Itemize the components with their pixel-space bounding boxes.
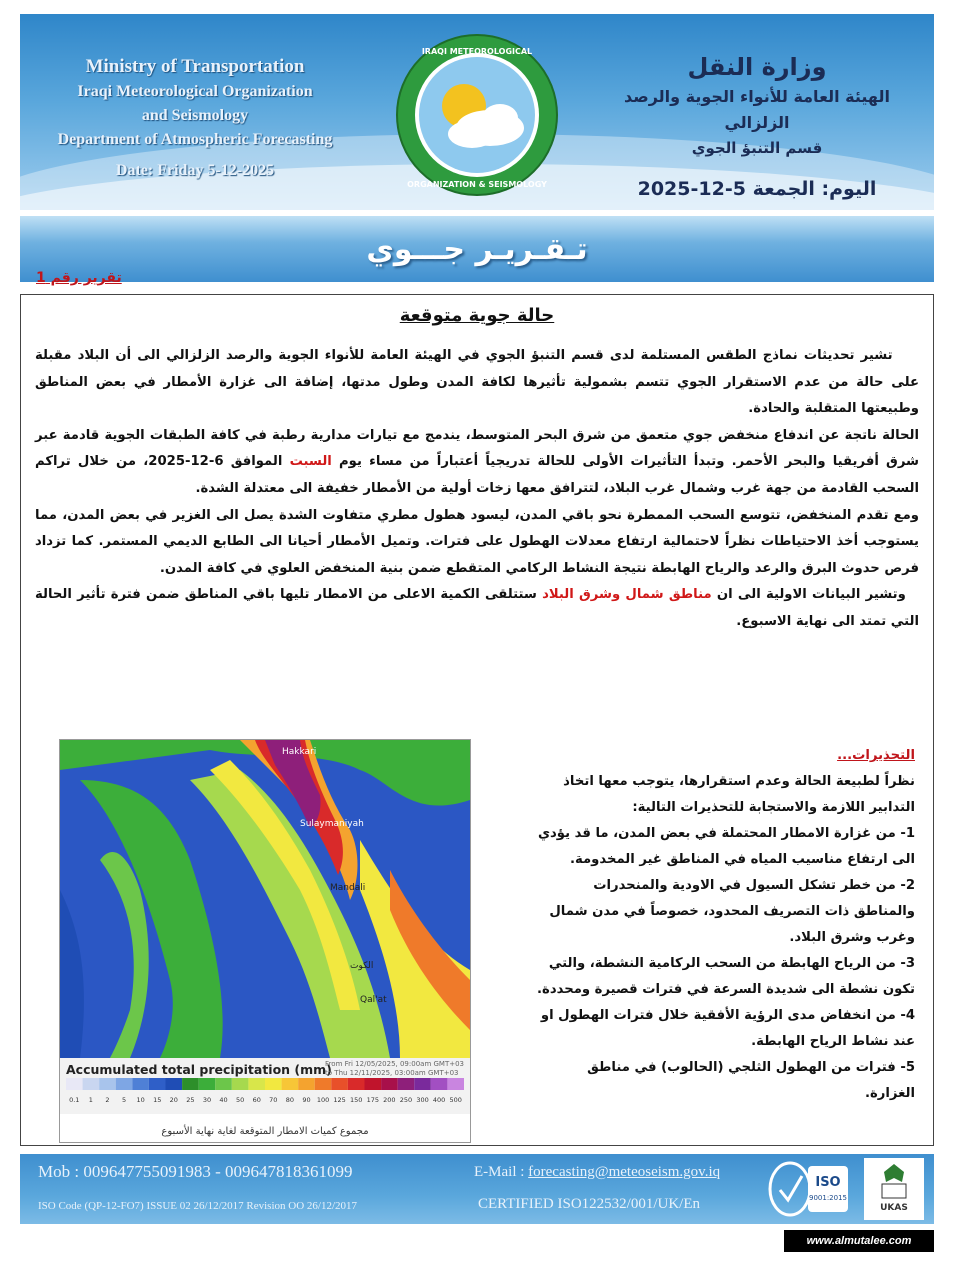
legend-title: Accumulated total precipitation (mm) — [66, 1062, 332, 1077]
arabic-ministry: وزارة النقل — [687, 53, 827, 81]
paragraph-3 — [35, 503, 919, 583]
report-body — [35, 343, 919, 636]
legend-run-period — [325, 1060, 464, 1078]
scale-label: 90 — [302, 1096, 311, 1104]
precipitation-map — [59, 739, 471, 1143]
iso-badge-subtext: 9001:2015 — [809, 1194, 847, 1202]
section-title: حالة جوية متوقعة — [399, 305, 555, 326]
report-content-frame — [20, 294, 934, 1146]
warnings-title: التحذيرات... — [837, 748, 915, 763]
scale-label: 30 — [202, 1096, 212, 1104]
scale-label: 5 — [121, 1096, 127, 1104]
scale-swatch — [331, 1078, 348, 1090]
paragraph-3-text: ومع تقدم المنخفض، تتوسع السحب الممطرة نحو باقي المدن، ليسود هطول مطري متفاوت الشدة يصل الى الغزير في بعض المدن، مما يستوجب أخذ الاحتياطات نظراً لاحتمالية ارتفاع معدلات الهطول على فترات. وتميل الأمطار أحيانا الى الطابع الديمي المستمر. كما تزداد فرص حدوث البرق والرعد والرياح الهابطة نتيجة النشاط الركامي المتقطع ضمن بنية المنخفض العلوي في كافة المدن. — [35, 507, 919, 576]
scale-swatch — [215, 1078, 232, 1090]
paragraph-4-text-a: وتشير البيانات الاولية الى ان — [711, 587, 906, 603]
iso-badge-icon — [768, 1160, 850, 1218]
scale-label: 25 — [186, 1096, 195, 1104]
legend-color-scale — [60, 1078, 470, 1118]
arabic-org: الهيئة العامة للأنواء الجوية والرصد الزلزالي — [624, 87, 890, 132]
scale-label: 60 — [252, 1096, 261, 1104]
scale-swatch — [365, 1078, 382, 1090]
scale-swatch — [149, 1078, 166, 1090]
warning-item-2: 2- من خطر تشكل السيول في الاودية والمنحدرات والمناطق ذات التصريف المحدود، خصوصاً في مدن شمال وغرب وشرق البلاد. — [549, 878, 915, 945]
scale-swatch — [282, 1078, 299, 1090]
scale-swatch — [298, 1078, 315, 1090]
report-title: تـقـريـر جـــوي — [366, 231, 588, 267]
scale-label: 125 — [333, 1096, 346, 1104]
scale-swatch — [414, 1078, 431, 1090]
scale-label: 150 — [349, 1096, 363, 1104]
scale-swatch — [83, 1078, 100, 1090]
svg-text:IRAQI METEOROLOGICAL: IRAQI METEOROLOGICAL — [421, 47, 533, 56]
english-org-line1: Iraqi Meteorological Organization — [77, 83, 313, 100]
scale-label: 500 — [449, 1096, 462, 1104]
map-label-mandali: Mandali — [330, 883, 366, 893]
scale-swatch — [447, 1078, 464, 1090]
scale-label: 250 — [399, 1096, 413, 1104]
legend-run-to: to Thu 12/11/2025, 03:00am GMT+03 — [325, 1069, 459, 1077]
precipitation-map-image — [60, 740, 470, 1058]
scale-swatch — [381, 1078, 398, 1090]
report-title-bar — [20, 216, 934, 282]
scale-label: 50 — [235, 1096, 245, 1104]
footer-certified: CERTIFIED ISO122532/001/UK/En — [478, 1196, 701, 1212]
scale-label: 100 — [316, 1096, 330, 1104]
iso-badge-text: ISO — [815, 1175, 841, 1190]
legend-run-from: From Fri 12/05/2025, 09:00am GMT+03 — [325, 1060, 464, 1068]
paragraph-1-text: تشير تحديثات نماذج الطقس المستلمة لدى قسم التنبؤ الجوي في الهيئة العامة للأنواء الجوية والرصد الزلزالي الى أن البلاد مقبلة على حالة من عدم الاستقرار الجوي تتسم بشمولية تأثيرها لكافة المدن وطول مدتها، إضافة الى غزارة الأمطار في بعض المناطق وطبيعتها المتقلبة والحادة. — [35, 348, 919, 417]
scale-label: 175 — [366, 1096, 380, 1104]
scale-label: 70 — [269, 1096, 278, 1104]
scale-swatch — [166, 1078, 183, 1090]
footer-bar — [20, 1154, 934, 1224]
scale-swatch — [232, 1078, 249, 1090]
header-arabic-block — [592, 50, 922, 200]
header-banner — [20, 14, 934, 210]
scale-label: 200 — [383, 1096, 396, 1104]
scale-swatch — [265, 1078, 282, 1090]
arabic-date: اليوم: الجمعة 5-12-2025 — [637, 178, 877, 200]
map-label-sulaymaniyah: Sulaymaniyah — [300, 819, 364, 829]
paragraph-1 — [35, 343, 919, 423]
warning-item-5: 5- فترات من الهطول الثلجي (الحالوب) في مناطق الغزارة. — [587, 1060, 915, 1101]
scale-swatch — [66, 1078, 83, 1090]
footer-email-link[interactable]: forecasting@meteoseism.gov.iq — [528, 1164, 721, 1180]
scale-label: 20 — [169, 1096, 178, 1104]
arabic-dept: قسم التنبؤ الجوي — [691, 139, 823, 157]
scale-label: 2 — [105, 1096, 110, 1104]
scale-label: 400 — [432, 1096, 446, 1104]
paragraph-2-text-a: الحالة ناتجة عن اندفاع منخفض جوي متعمق من شرق البحر المتوسط، يندمج مع تيارات مدارية رطبة في كافة الطبقات الجوية قادمة عبر شرق أفريقيا والبحر الأحمر. وتبدأ التأثيرات الأولى للحالة تدريجياً أعتباراً من مساء يوم — [35, 427, 920, 470]
scale-label: 1 — [88, 1096, 93, 1104]
scale-swatch — [398, 1078, 415, 1090]
scale-swatch — [431, 1078, 448, 1090]
scale-swatch — [199, 1078, 216, 1090]
header-english-block — [30, 54, 360, 180]
map-label-kut: الكوت — [350, 961, 374, 971]
scale-swatch — [116, 1078, 133, 1090]
ukas-badge-icon — [864, 1158, 924, 1220]
warning-item-3: 3- من الرياح الهابطة من السحب الركامية النشطة، والتي تكون نشطة الى شديدة السرعة في فترات قصيرة ومحددة. — [537, 956, 915, 997]
map-label-hakkari: Hakkari — [282, 747, 317, 757]
organization-logo-icon — [394, 32, 560, 198]
english-date: Date: Friday 5-12-2025 — [115, 162, 275, 179]
paragraph-2 — [35, 423, 919, 503]
scale-swatch — [315, 1078, 332, 1090]
paragraph-4 — [35, 582, 919, 635]
paragraph-2-text-b: الموافق 6-12-2025، من خلال تراكم السحب القادمة من جهة غرب وشمال غرب البلاد، لتترافق معها زخات أولية من الأمطار خفيفة الى معتدلة الشدة. — [35, 454, 919, 496]
warning-item-4: 4- من انخفاض مدى الرؤية الأفقية خلال فترات الهطول او عند نشاط الرياح الهابطة. — [540, 1008, 915, 1049]
svg-text:ORGANIZATION & SEISMOLOGY: ORGANIZATION & SEISMOLOGY — [407, 180, 547, 189]
scale-label: 10 — [136, 1096, 145, 1104]
footer-iso-code: ISO Code (QP-12-FO7) ISSUE 02 26/12/2017 Revision OO 26/12/2017 — [38, 1200, 358, 1212]
report-number: تقرير رقم 1 — [36, 270, 122, 286]
english-ministry: Ministry of Transportation — [85, 56, 305, 77]
map-caption: مجموع كميات الامطار المتوقعة لغاية نهاية الأسبوع — [161, 1126, 369, 1137]
paragraph-4-text-b: ستتلقى الكمية الاعلى من الامطار تليها باقي المناطق ضمن فترة تأثير الحالة التي تمتد الى نهاية الاسبوع. — [35, 587, 919, 629]
map-legend — [60, 1058, 470, 1114]
scale-swatch — [248, 1078, 265, 1090]
map-label-qalat: Qal'at — [360, 995, 387, 1005]
scale-swatch — [348, 1078, 365, 1090]
scale-label: 15 — [153, 1096, 162, 1104]
section-title-wrapper — [21, 305, 933, 326]
scale-label: 40 — [219, 1096, 228, 1104]
english-dept: Department of Atmospheric Forecasting — [57, 131, 333, 148]
paragraph-4-highlight: مناطق شمال وشرق البلاد — [542, 587, 712, 603]
scale-swatch — [132, 1078, 149, 1090]
scale-label: 300 — [416, 1096, 429, 1104]
paragraph-2-highlight: السبت — [289, 454, 332, 470]
warnings-section — [537, 743, 915, 1107]
scale-label: 0.1 — [69, 1096, 80, 1104]
footer-mobile: Mob : 009647755091983 - 009647818361099 — [38, 1162, 353, 1181]
scale-swatch — [99, 1078, 116, 1090]
ukas-badge-text: UKAS — [880, 1203, 908, 1213]
warning-item-1: 1- من غزارة الامطار المحتملة في بعض المدن، ما قد يؤدي الى ارتفاع مناسيب المياه في المناطق غير المخدومة. — [537, 826, 915, 867]
warnings-intro: نظراً لطبيعة الحالة وعدم استقرارها، يتوجب معها اتخاذ التدابير اللازمة والاستجابة للتحذيرات التالية: — [563, 774, 915, 815]
footer-email-block — [474, 1164, 720, 1181]
footer-email-label: E-Mail : — [474, 1164, 529, 1180]
scale-swatch — [182, 1078, 199, 1090]
english-org-line2: and Seismology — [141, 107, 249, 124]
watermark-site: www.almutalee.com — [784, 1230, 934, 1252]
scale-label: 80 — [285, 1096, 295, 1104]
